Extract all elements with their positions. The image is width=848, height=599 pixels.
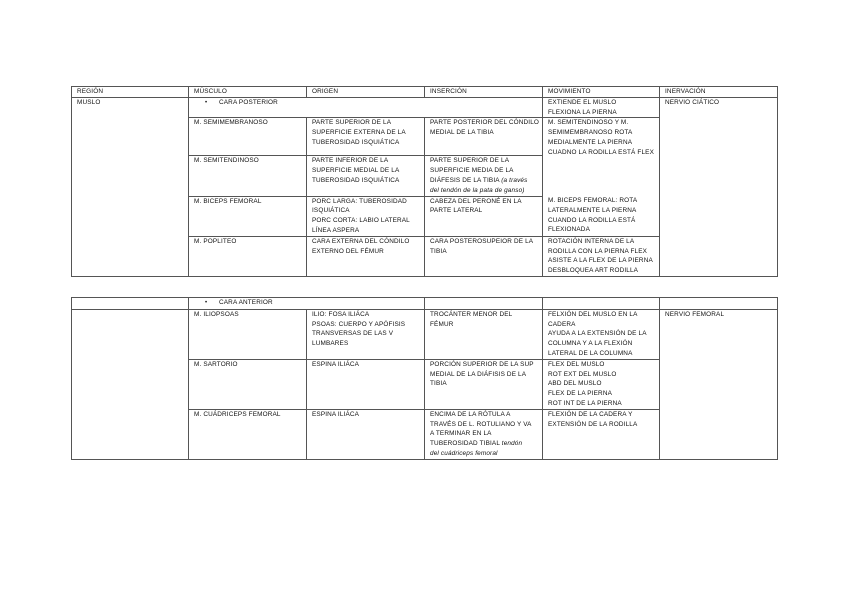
header-movimiento: MOVIMIENTO (543, 87, 660, 98)
section-label-cell (189, 97, 543, 118)
insercion-cell: ENCIMA DE LA RÓTULA A TRAVÉS DE L. ROTULIANO Y VA A TERMINAR EN LA TUBEROSIDAD TIBIAL tendón del cuádriceps femoral (425, 409, 543, 459)
inervacion-cell (660, 298, 778, 310)
header-origen: ORIGEN (307, 87, 425, 98)
movimiento-cell: M. SEMITENDINOSO Y M. SEMIMEMBRANOSO ROTA MEDIALMENTE LA PIERNA CUADNO LA RODILLA ESTÁ FLEX (543, 118, 660, 196)
origen-cell: ESPINA ILIÁCA (307, 359, 425, 409)
musculo-cell: M. CUÁDRICEPS FEMORAL (189, 409, 307, 459)
inervacion-cell: NERVIO CIÁTICO (660, 97, 778, 276)
origen-cell: ILIO: FOSA ILIÁCA PSOAS: CUERPO Y APÓFISIS TRANSVERSAS DE LAS V LUMBARES (307, 309, 425, 359)
bullet-icon: • (205, 99, 208, 106)
region-cell: MUSLO (72, 97, 189, 276)
header-insercion: INSERCIÓN (425, 87, 543, 98)
origen-cell: PARTE INFERIOR DE LA SUPERFICIE MEDIAL DE LA TUBEROSIDAD ISQUIÁTICA (307, 156, 425, 196)
insercion-cell: PARTE SUPERIOR DE LA SUPERFICIE MEDIA DE LA DIÁFESIS DE LA TIBIA (a través del tendón de la pata de ganso) (425, 156, 543, 196)
origen-cell: PORC LARGA: TUBEROSIDAD ISQUIÁTICA PORC CORTA: LABIO LATERAL LÍNEA ASPERA (307, 196, 425, 236)
musculo-cell: M. BICEPS FEMORAL (189, 196, 307, 236)
origen-cell: CARA EXTERNA DEL CÓNDILO EXTERNO DEL FÉMUR (307, 236, 425, 276)
section-label: CARA ANTERIOR (219, 299, 273, 306)
anterior-muscles-table (71, 297, 778, 460)
musculo-cell: M. SEMITENDINOSO (189, 156, 307, 196)
movimiento-cell (543, 298, 660, 310)
section-label: CARA POSTERIOR (219, 98, 278, 106)
movimiento-cell: FLEXIÓN DE LA CADERA Y EXTENSIÓN DE LA RODILLA (543, 409, 660, 459)
origen-cell: PARTE SUPERIOR DE LA SUPERFICIE EXTERNA DE LA TUBEROSIDAD ISQUIÁTICA (307, 118, 425, 156)
movimiento-cell: FLEX DEL MUSLO ROT EXT DEL MUSLO ABD DEL MUSLO FLEX DE LA PIERNA ROT INT DE LA PIERNA (543, 359, 660, 409)
origen-cell: ESPINA ILIÁCA (307, 409, 425, 459)
insercion-cell: CABEZA DEL PERONÉ EN LA PARTE LATERAL (425, 196, 543, 236)
inervacion-cell: NERVIO FEMORAL (660, 309, 778, 459)
musculo-cell: M. SEMIMEMBRANOSO (189, 118, 307, 156)
musculo-cell: M. ILIOPSOAS (189, 309, 307, 359)
movimiento-cell: M. BICEPS FEMORAL: ROTA LATERALMENTE LA PIERNA CUANDO LA RODILLA ESTÁ FLEXIONADA (543, 196, 660, 236)
insercion-cell (425, 298, 543, 310)
musculo-cell: M. POPLITEO (189, 236, 307, 276)
header-musculo: MÚSCULO (189, 87, 307, 98)
movimiento-cell: EXTIENDE EL MUSLO FLEXIONA LA PIERNA (543, 97, 660, 118)
table-header-row (72, 87, 778, 98)
musculo-cell: M. SARTORIO (189, 359, 307, 409)
posterior-muscles-table (71, 86, 778, 277)
movimiento-cell: ROTACIÓN INTERNA DE LA RODILLA CON LA PIERNA FLEX ASISTE A LA FLEX DE LA PIERNA DESBLOQUEA ART RODILLA (543, 236, 660, 276)
table-row (72, 298, 778, 310)
movimiento-cell: FELXIÓN DEL MUSLO EN LA CADERA AYUDA A LA EXTENSIÓN DE LA COLUMNA Y A LA FLEXIÓN LATERAL DE LA COLUMNA (543, 309, 660, 359)
region-cell (72, 309, 189, 459)
header-region: REGIÓN (72, 87, 189, 98)
header-inervacion: INERVACIÓN (660, 87, 778, 98)
insercion-cell: PARTE POSTERIOR DEL CÓNDILO MEDIAL DE LA TIBIA (425, 118, 543, 156)
table-row (72, 309, 778, 359)
region-cell (72, 298, 189, 310)
table-row (72, 97, 778, 118)
bullet-icon: • (205, 300, 208, 306)
insercion-cell: CARA POSTEROSUPEIOR DE LA TIBIA (425, 236, 543, 276)
origen-cell (307, 298, 425, 310)
insercion-cell: TROCÁNTER MENOR DEL FÉMUR (425, 309, 543, 359)
section-label-cell (189, 298, 307, 310)
insercion-cell: PORCIÓN SUPERIOR DE LA SUP MEDIAL DE LA DIÁFISIS DE LA TIBIA (425, 359, 543, 409)
